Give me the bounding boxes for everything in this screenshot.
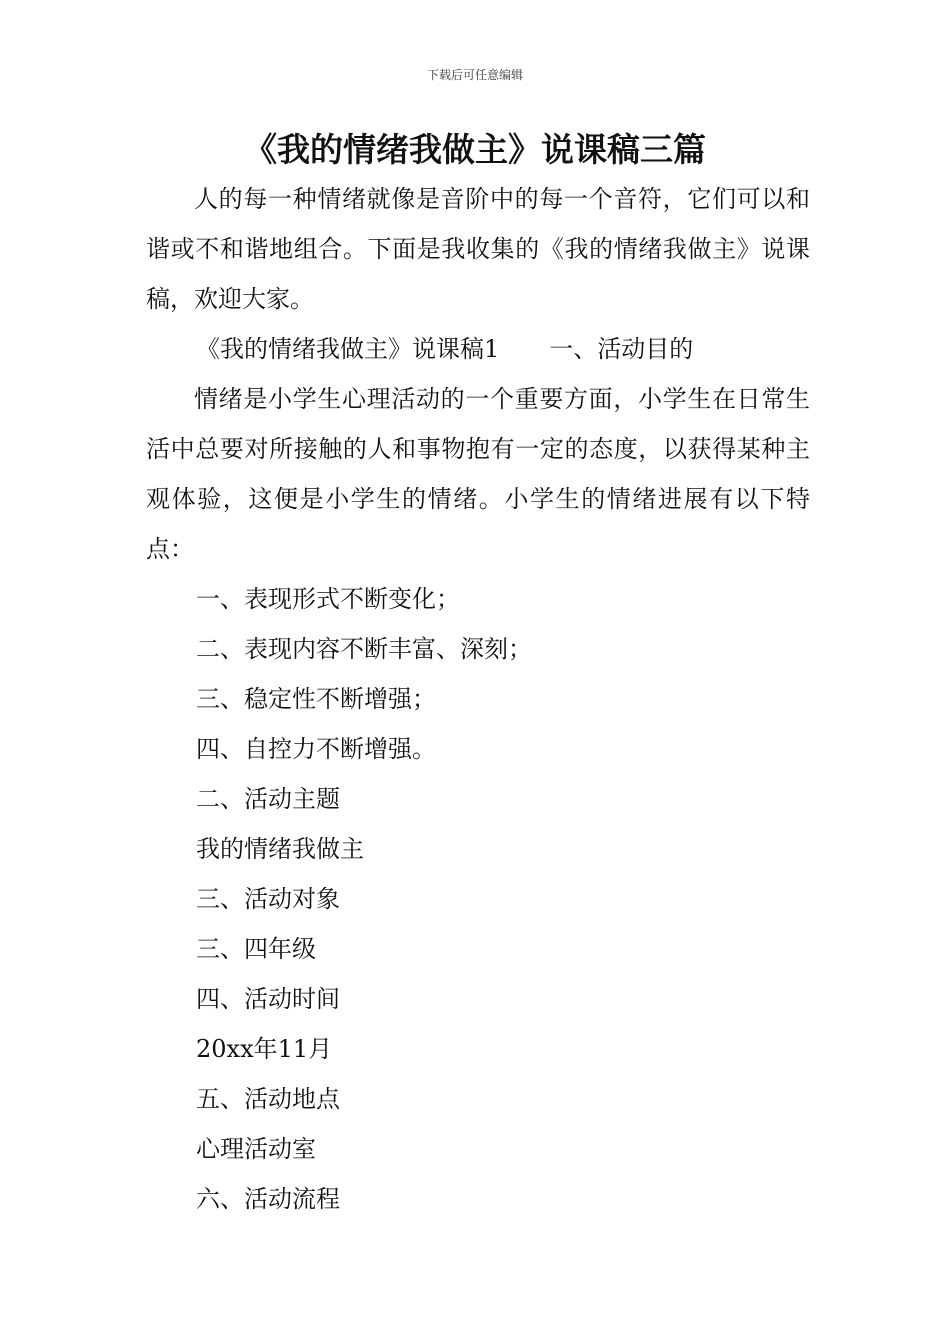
document-body [146,174,810,1224]
heading-activity-location: 五、活动地点 [196,1085,340,1113]
feature-item: 二、表现内容不断丰富、深刻； [196,635,532,663]
activity-location-value: 心理活动室 [196,1135,316,1163]
heading-activity-purpose: 一、活动目的 [549,335,694,363]
section-1-heading-line [146,324,810,374]
heading-activity-time: 四、活动时间 [196,985,340,1013]
heading-activity-theme: 二、活动主题 [196,785,340,813]
heading-activity-target: 三、活动对象 [196,885,340,913]
heading-activity-process: 六、活动流程 [196,1185,340,1213]
activity-target-value: 三、四年级 [196,935,316,963]
feature-item: 四、自控力不断增强。 [196,735,436,763]
activity-theme-value: 我的情绪我做主 [196,835,364,863]
feature-item: 一、表现形式不断变化； [196,585,460,613]
intro-paragraph: 人的每一种情绪就像是音阶中的每一个音符，它们可以和谐或不和谐地组合。下面是我收集的《我的情绪我做主》说课稿，欢迎大家。 [146,185,810,313]
header-note: 下载后可任意编辑 [426,68,523,82]
section-1-label: 《我的情绪我做主》说课稿1 [196,335,500,363]
feature-item: 三、稳定性不断增强； [196,685,436,713]
document-title: 《我的情绪我做主》说课稿三篇 [244,130,706,169]
activity-time-value: 20xx年11月 [196,1035,333,1063]
purpose-paragraph: 情绪是小学生心理活动的一个重要方面，小学生在日常生活中总要对所接触的人和事物抱有一定的态度，以获得某种主观体验，这便是小学生的情绪。小学生的情绪进展有以下特点： [146,385,810,563]
